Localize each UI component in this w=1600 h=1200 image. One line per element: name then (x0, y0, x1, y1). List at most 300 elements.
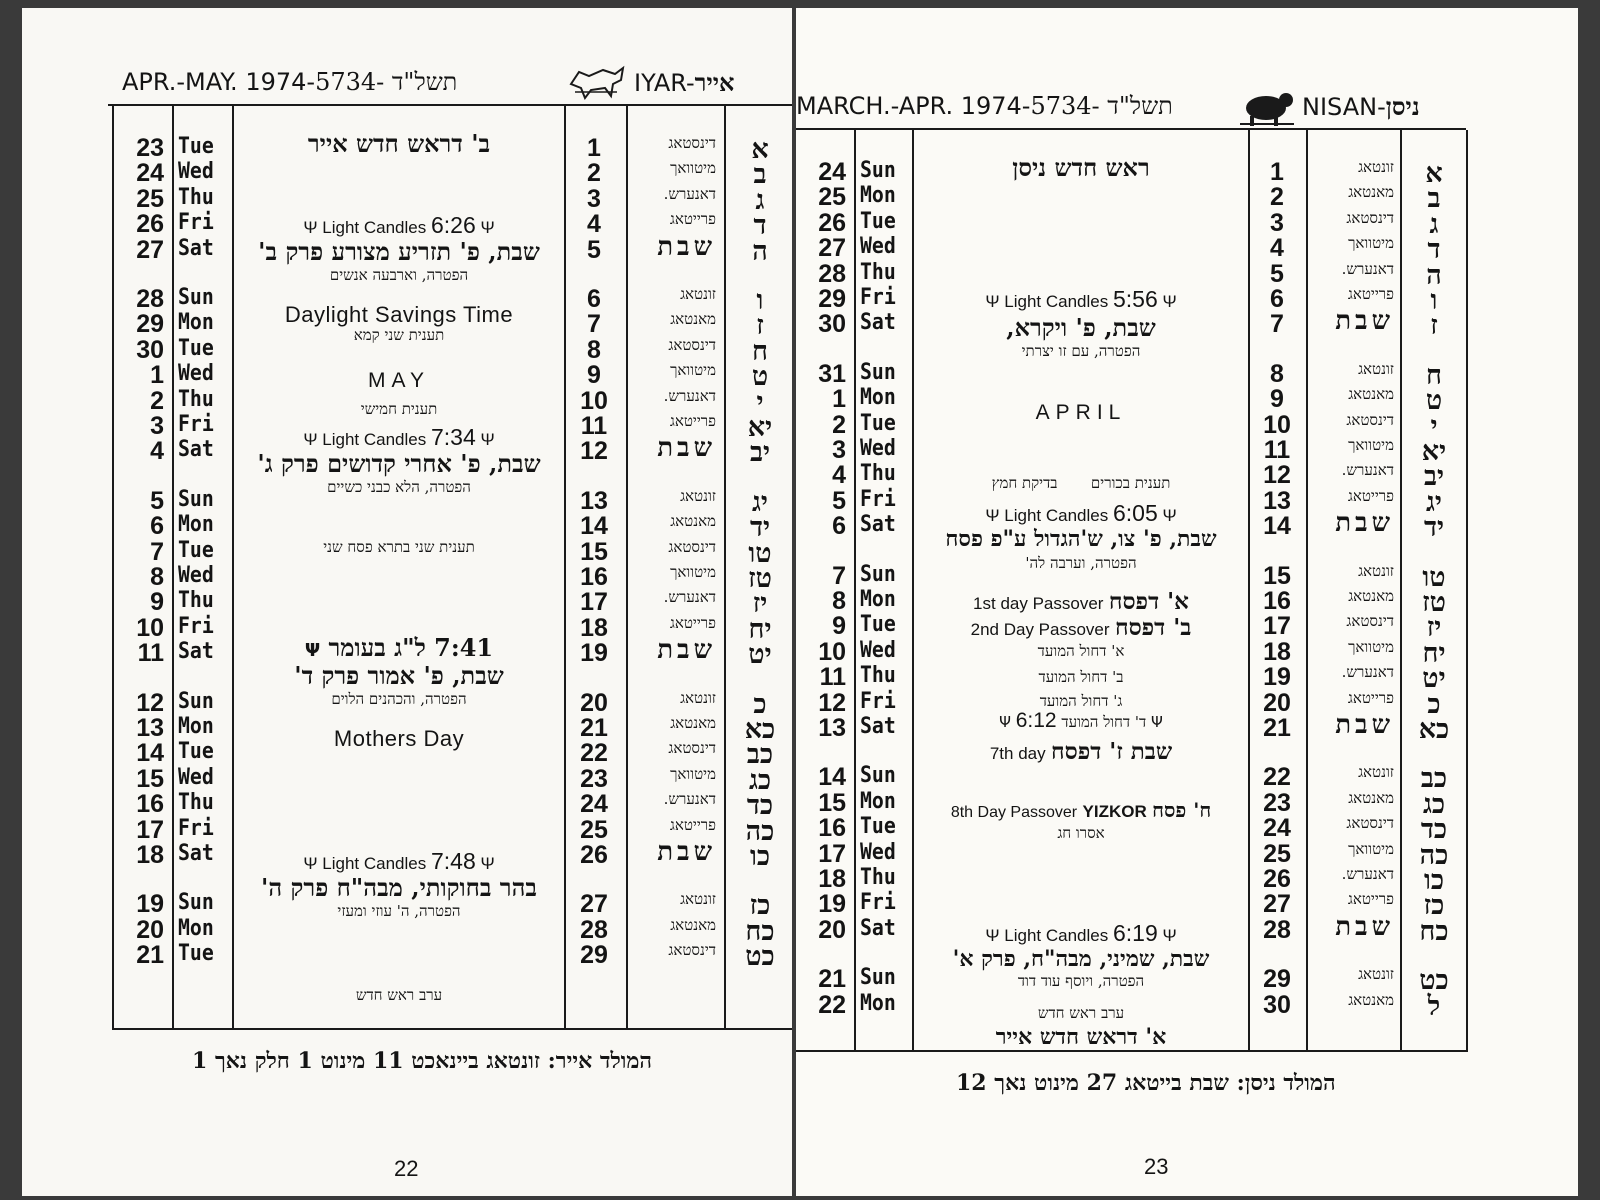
molad-nisan: המולד ניסן: שבת בייטאג 27 מינוט נאך 12 (956, 1070, 1336, 1096)
hebrew-day-letter: יא (1421, 436, 1447, 467)
weekday: Fri (178, 412, 214, 437)
yiddish-weekday: דאנערש. (1341, 663, 1394, 682)
pesach-day-2 (914, 616, 1248, 639)
hebrew-day-number: 20 (580, 688, 608, 717)
hebrew-day-number: 2 (587, 159, 601, 188)
civil-date: 23 (136, 134, 164, 162)
hebrew-day-number: 7 (1270, 310, 1284, 339)
weekday: Fri (860, 890, 896, 916)
candle-time: 7:34 (430, 424, 476, 450)
menorah-icon: Ψ (1162, 292, 1177, 311)
menorah-icon: Ψ (303, 430, 318, 449)
hebrew-day-letter: טז (748, 563, 772, 594)
candle-lighting-2 (914, 502, 1248, 525)
civil-date: 14 (818, 763, 846, 792)
hebrew-day-number: 25 (1263, 839, 1291, 868)
weekday: Wed (860, 234, 896, 260)
yiddish-weekday: פרייטאג (1347, 285, 1394, 303)
civil-date: 24 (136, 159, 164, 188)
hebrew-day-letter: ט (1425, 385, 1443, 417)
hebrew-day-number: 22 (1263, 763, 1291, 792)
yiddish-weekday: שבת (1335, 911, 1394, 942)
hebrew-day-number: 11 (580, 412, 608, 440)
yiddish-weekday: פרייטאג (669, 412, 716, 430)
civil-date: 17 (136, 815, 164, 844)
yiddish-weekday: דינסטאג (668, 335, 716, 354)
grid-line (854, 130, 856, 1050)
right-month-he: ניסן (1385, 92, 1420, 121)
pesach-day-7 (914, 740, 1248, 763)
civil-date: 5 (150, 486, 164, 515)
hebrew-day-letter: ח (752, 335, 768, 367)
weekday: Sun (860, 158, 896, 183)
civil-date: 12 (818, 688, 846, 717)
mothers-day: Mothers Day (333, 726, 465, 751)
civil-date: 17 (818, 839, 846, 868)
hebrew-day-letter: כט (1419, 965, 1449, 997)
yiddish-weekday: זונטאג (1358, 158, 1394, 176)
weekday: Sat (178, 639, 214, 665)
weekday: Wed (178, 361, 214, 387)
yiddish-weekday: דאנערש. (1341, 865, 1394, 883)
menorah-icon: Ψ (1162, 506, 1177, 525)
hebrew-day-letter: יז (752, 588, 768, 620)
yiddish-weekday: מאנטאג (670, 310, 716, 329)
hebrew-day-number: 22 (580, 739, 608, 768)
menorah-icon: Ψ (480, 218, 495, 237)
yiddish-weekday: מאנטאג (1348, 788, 1394, 807)
civil-date: 15 (136, 764, 164, 793)
hebrew-day-number: 24 (580, 790, 608, 819)
fast-and-search (914, 476, 1248, 491)
weekday: Thu (860, 663, 896, 689)
hebrew-day-letter: כד (1420, 814, 1448, 846)
hebrew-day-number: 14 (1263, 512, 1291, 541)
chol-hamoed-4-text: ד' דחול המועד (1061, 713, 1147, 731)
hebrew-day-number: 1 (587, 134, 601, 162)
pesach-7-he: שבת ז' דפסח (1051, 738, 1173, 765)
hebrew-day-letter: טו (1422, 561, 1446, 593)
candle-label: Light Candles (322, 218, 427, 237)
hebrew-day-letter: כ (1427, 688, 1441, 720)
civil-date: 29 (818, 285, 846, 313)
grid-line (1400, 130, 1402, 1050)
weekday: Mon (178, 915, 214, 941)
weekday: Thu (178, 386, 214, 412)
left-header-dates: APR.-MAY. 1974- (122, 68, 316, 96)
grid-line (1248, 130, 1250, 1050)
yiddish-weekday: שבת (1335, 306, 1394, 337)
candle-time: 7:48 (430, 848, 476, 874)
hebrew-day-letter: ד (753, 210, 767, 242)
daylight-savings: Daylight Savings Time (284, 302, 514, 327)
menorah-icon: Ψ (985, 292, 1000, 311)
yiddish-weekday: דאנערש. (663, 588, 716, 607)
haftara-3: הפטרה, והכהנים הלוים (331, 690, 467, 708)
hebrew-day-letter: כו (1423, 865, 1445, 896)
civil-date: 19 (818, 890, 846, 919)
civil-date: 12 (136, 688, 164, 717)
hebrew-day-number: 12 (580, 437, 608, 466)
right-header-english (796, 92, 1173, 121)
rosh-chodesh-iyar: ב' דראש חדש אייר (307, 129, 491, 158)
menorah-icon: Ψ (1162, 926, 1177, 945)
civil-date: 7 (832, 561, 846, 590)
yiddish-weekday: מיטוואך (670, 361, 716, 380)
civil-date: 20 (818, 915, 846, 944)
weekday: Fri (178, 210, 214, 236)
civil-date: 26 (818, 208, 846, 237)
weekday: Wed (860, 637, 896, 663)
fast-monday: תענית שני קמא (353, 326, 445, 344)
month-label-may: MAY (368, 369, 430, 392)
civil-date: 1 (150, 361, 164, 390)
weekday: Mon (860, 183, 896, 209)
yiddish-weekday: שבת (657, 837, 716, 867)
hebrew-day-letter: יא (747, 412, 773, 443)
grid-line (724, 106, 726, 1028)
lag-baomer-text: 7:41 ל"ג בעומר (328, 633, 494, 662)
hebrew-day-letter: כ (753, 688, 767, 720)
right-header-dates: MARCH.-APR. 1974- (796, 92, 1031, 120)
civil-date: 19 (136, 890, 164, 919)
hebrew-day-number: 16 (580, 563, 608, 591)
pesach-day-1 (914, 590, 1248, 613)
civil-date: 6 (150, 512, 164, 541)
civil-date: 16 (818, 814, 846, 843)
haftara-2: הפטרה, וערבה לה' (1025, 554, 1137, 572)
weekday: Mon (178, 310, 214, 336)
yiddish-weekday: זונטאג (680, 688, 716, 707)
civil-date: 30 (136, 335, 164, 364)
yiddish-weekday: דינסטאג (1346, 208, 1394, 227)
weekday: Thu (178, 588, 214, 614)
hebrew-day-letter: טז (1422, 587, 1446, 618)
hebrew-day-number: 15 (1263, 561, 1291, 590)
civil-date: 13 (818, 714, 846, 742)
candle-lighting-1 (234, 214, 564, 237)
hebrew-day-letter: כו (749, 841, 771, 872)
candle-time: 6:12 (1015, 709, 1057, 732)
right-calendar-grid (796, 130, 1468, 1052)
rosh-chodesh-iyar: א' דראש חדש אייר (995, 1024, 1167, 1050)
yiddish-weekday: מיטוואך (1348, 234, 1394, 253)
candle-label: Light Candles (1004, 292, 1109, 311)
weekday: Sat (860, 512, 896, 538)
civil-date: 22 (818, 990, 846, 1019)
hebrew-day-letter: ג (1429, 208, 1439, 240)
bull-icon (567, 62, 625, 102)
hebrew-day-number: 6 (1270, 285, 1284, 313)
weekday: Fri (178, 815, 214, 841)
month-label-april: APRIL (1035, 401, 1127, 424)
civil-date: 28 (818, 259, 846, 288)
rosh-chodesh-nisan: ראש חדש ניסן (1012, 153, 1150, 182)
hebrew-day-number: 24 (1263, 814, 1291, 843)
civil-date: 10 (136, 613, 164, 642)
candle-time: 6:19 (1112, 920, 1158, 946)
hebrew-day-letter: יג (752, 486, 768, 518)
weekday: Mon (178, 714, 214, 739)
weekday: Tue (860, 410, 896, 436)
hebrew-day-letter: יט (748, 639, 772, 671)
candle-lighting-2 (234, 426, 564, 449)
hebrew-day-number: 20 (1263, 688, 1291, 717)
taanit-bechorim: תענית בכורים (1090, 474, 1171, 492)
hebrew-day-letter: כג (1422, 788, 1446, 820)
yiddish-weekday: דינסטאג (668, 537, 716, 556)
yiddish-weekday: מיטוואך (670, 159, 716, 178)
civil-date: 10 (818, 637, 846, 666)
civil-date: 9 (150, 588, 164, 617)
hebrew-day-letter: יז (1426, 612, 1442, 644)
weekday: Sun (178, 486, 214, 512)
hebrew-day-number: 19 (580, 639, 608, 668)
shabbat-parsha-4: בהר בחוקותי, מבה"ח פרק ה' (261, 873, 537, 902)
yiddish-weekday: דינסטאג (1346, 612, 1394, 631)
weekday: Wed (178, 159, 214, 185)
shabbat-shemini: שבת, שמיני, מבה"ח, פרק א' (952, 946, 1210, 972)
hebrew-day-letter: א (751, 134, 769, 165)
hebrew-day-number: 5 (587, 235, 601, 264)
hebrew-day-letter: כט (745, 941, 775, 973)
page-number-right: 23 (1144, 1154, 1169, 1179)
left-header-english (122, 68, 457, 97)
civil-date: 26 (136, 210, 164, 239)
hebrew-day-letter: ז (756, 310, 764, 342)
hebrew-day-letter: ה (752, 235, 768, 267)
yiddish-weekday: שבת (657, 635, 716, 666)
hebrew-day-number: 10 (580, 386, 608, 415)
haftara-3: הפטרה, ויוסף עוד דוד (1017, 972, 1145, 990)
hebrew-day-number: 27 (1263, 890, 1291, 919)
hebrew-day-letter: כה (1419, 839, 1449, 871)
hebrew-day-number: 28 (580, 915, 608, 944)
weekday: Thu (860, 865, 896, 890)
civil-date: 30 (818, 310, 846, 339)
yiddish-weekday: פרייטאג (669, 210, 716, 229)
candle-label: Light Candles (322, 854, 427, 873)
weekday: Sun (860, 561, 896, 587)
hebrew-day-number: 28 (1263, 915, 1291, 944)
erev-rosh-chodesh: ערב ראש חדש (1037, 1004, 1125, 1022)
yiddish-weekday: זונטאג (1358, 965, 1394, 984)
weekday: Thu (860, 259, 896, 285)
weekday: Tue (178, 537, 214, 563)
hebrew-day-number: 25 (580, 815, 608, 844)
hebrew-day-letter: כח (1419, 915, 1449, 947)
hebrew-day-number: 7 (587, 310, 601, 339)
candle-lighting-3 (234, 850, 564, 873)
civil-date: 1 (832, 385, 846, 414)
civil-date: 18 (818, 865, 846, 893)
weekday: Wed (860, 436, 896, 461)
hebrew-day-letter: י (1430, 410, 1438, 442)
yiddish-weekday: מאנטאג (1348, 385, 1394, 404)
weekday: Sat (860, 915, 896, 941)
hebrew-day-number: 5 (1270, 259, 1284, 288)
hebrew-day-letter: טו (748, 537, 772, 569)
hebrew-day-letter: יד (749, 512, 771, 544)
pesach-day-8 (914, 800, 1248, 821)
hebrew-day-letter: כב (1420, 763, 1448, 795)
hebrew-day-number: 23 (1263, 788, 1291, 817)
haftara-2: הפטרה, הלא כבני כשיים (327, 478, 471, 496)
yiddish-weekday: דינסטאג (1346, 814, 1394, 833)
yiddish-weekday: דאנערש. (1341, 259, 1394, 278)
pesach-1-he: א' דפסח (1108, 588, 1189, 615)
yiddish-weekday: מאנטאג (670, 714, 716, 732)
hebrew-day-letter: יח (1422, 637, 1446, 669)
weekday: Thu (178, 790, 214, 816)
hebrew-day-number: 9 (587, 361, 601, 390)
erev-rosh-chodesh: ערב ראש חדש (355, 986, 443, 1004)
hebrew-day-number: 16 (1263, 587, 1291, 615)
hebrew-day-letter: כז (1423, 890, 1445, 922)
menorah-icon: Ψ (999, 713, 1011, 731)
yiddish-weekday: פרייטאג (1347, 890, 1394, 909)
yiddish-weekday: מיטוואך (1348, 637, 1394, 656)
yiddish-weekday: שבת (1335, 710, 1394, 740)
hebrew-day-number: 17 (1263, 612, 1291, 641)
chol-hamoed-4 (914, 710, 1248, 731)
yiddish-weekday: שבת (657, 433, 716, 464)
yiddish-weekday: דינסטאג (668, 739, 716, 758)
isru-chag: אסרו חג (1057, 824, 1105, 842)
shabbat-vayikra: שבת, פ' ויקרא, (1006, 313, 1156, 342)
pesach-1-en: 1st day Passover (973, 594, 1104, 613)
hebrew-day-letter: ל (1427, 990, 1441, 1022)
yiddish-weekday: דינסטאג (668, 941, 716, 960)
civil-date: 25 (818, 183, 846, 212)
hebrew-day-number: 13 (1263, 486, 1291, 515)
menorah-icon: Ψ (303, 218, 318, 237)
shabbat-parsha-3: שבת, פ' אמור פרק ד' (294, 661, 504, 690)
hebrew-day-number: 3 (587, 184, 601, 213)
yiddish-weekday: מאנטאג (1348, 587, 1394, 605)
right-header-month (1302, 92, 1420, 122)
hebrew-day-letter: כב (746, 739, 774, 771)
hebrew-day-number: 18 (580, 613, 608, 642)
haftara-1: הפטרה, עם זו יצרתי (1021, 342, 1141, 360)
hebrew-day-letter: ט (751, 361, 769, 393)
hebrew-day-number: 15 (580, 537, 608, 566)
weekday: Mon (860, 788, 896, 814)
grid-line (626, 106, 628, 1028)
hebrew-day-letter: ז (1430, 310, 1438, 342)
hebrew-day-number: 6 (587, 285, 601, 313)
molad-iyar: המולד אייר: זונטאג ביינאכט 11 מינוט 1 חלק נאך 1 (192, 1048, 653, 1074)
civil-date: 24 (818, 158, 846, 186)
right-month-en: NISAN- (1302, 93, 1386, 121)
menorah-icon: Ψ (303, 854, 318, 873)
menorah-icon: Ψ (480, 430, 495, 449)
weekday: Mon (178, 512, 214, 538)
hebrew-day-letter: כז (749, 890, 771, 922)
hebrew-day-letter: ח (1426, 359, 1442, 391)
hebrew-day-number: 26 (1263, 865, 1291, 893)
hebrew-day-letter: ו (1430, 285, 1438, 316)
civil-date: 4 (150, 437, 164, 466)
hebrew-day-number: 4 (587, 210, 601, 239)
hebrew-day-letter: כא (744, 714, 776, 745)
hebrew-day-number: 23 (580, 764, 608, 793)
hebrew-day-letter: ב (1427, 183, 1441, 215)
left-calendar-page (22, 8, 792, 1196)
weekday: Mon (860, 587, 896, 612)
yiddish-weekday: דאנערש. (663, 184, 716, 203)
yiddish-weekday: מאנטאג (670, 512, 716, 531)
civil-date: 3 (150, 412, 164, 440)
grid-line (172, 106, 174, 1028)
civil-date: 4 (832, 461, 846, 490)
weekday: Sat (860, 714, 896, 739)
grid-line (564, 106, 566, 1028)
menorah-icon: Ψ (1151, 713, 1163, 731)
civil-date: 7 (150, 537, 164, 566)
haftara-1: הפטרה, וארבעה אנשים (329, 266, 469, 284)
civil-date: 11 (137, 639, 164, 668)
civil-date: 20 (136, 915, 164, 944)
weekday: Fri (860, 285, 896, 310)
left-month-en: IYAR- (634, 69, 695, 97)
yiddish-weekday: דאנערש. (663, 790, 716, 809)
hebrew-day-number: 10 (1263, 410, 1291, 439)
yiddish-weekday: זונטאג (680, 890, 716, 909)
menorah-icon: Ψ (985, 926, 1000, 945)
hebrew-day-letter: ו (756, 285, 764, 316)
weekday: Tue (178, 941, 214, 967)
civil-date: 21 (818, 965, 846, 994)
hebrew-day-number: 13 (580, 486, 608, 515)
yiddish-weekday: דינסטאג (1346, 410, 1394, 429)
hebrew-day-number: 8 (587, 335, 601, 364)
hebrew-day-number: 2 (1270, 183, 1284, 212)
yizkor: YIZKOR (1082, 802, 1147, 821)
hebrew-day-letter: כח (745, 915, 775, 947)
fast-thursday: תענית חמישי (360, 400, 438, 418)
chol-hamoed-2: ב' דחול המועד (1038, 668, 1124, 686)
civil-date: 2 (832, 410, 846, 439)
pesach-2-he: ב' דפסח (1114, 614, 1192, 641)
hebrew-day-number: 12 (1263, 461, 1291, 490)
menorah-icon: Ψ (480, 854, 495, 873)
yiddish-weekday: זונטאג (680, 486, 716, 505)
civil-date: 25 (136, 184, 164, 213)
yiddish-weekday: שבת (657, 231, 716, 262)
weekday: Tue (860, 814, 896, 840)
right-header-year: תשל"ד -5734 (1030, 92, 1173, 120)
bedikat-chametz: בדיקת חמץ (991, 474, 1058, 492)
weekday: Sun (860, 965, 896, 991)
ram-icon (1236, 88, 1296, 128)
weekday: Tue (178, 739, 214, 765)
hebrew-day-letter: כא (1418, 714, 1450, 745)
civil-date: 14 (136, 739, 164, 768)
civil-date: 3 (832, 436, 846, 464)
hebrew-day-number: 3 (1270, 208, 1284, 237)
weekday: Thu (860, 461, 896, 487)
yiddish-weekday: זונטאג (1358, 763, 1394, 782)
weekday: Thu (178, 184, 214, 210)
right-calendar-page (796, 8, 1578, 1196)
civil-date: 18 (136, 841, 164, 869)
pesach-8-he: ח' פסח (1152, 798, 1212, 822)
hebrew-day-number: 18 (1263, 637, 1291, 666)
yiddish-weekday: דאנערש. (663, 386, 716, 405)
left-month-he: אייר (694, 68, 735, 97)
hebrew-day-number: 11 (1263, 436, 1291, 464)
